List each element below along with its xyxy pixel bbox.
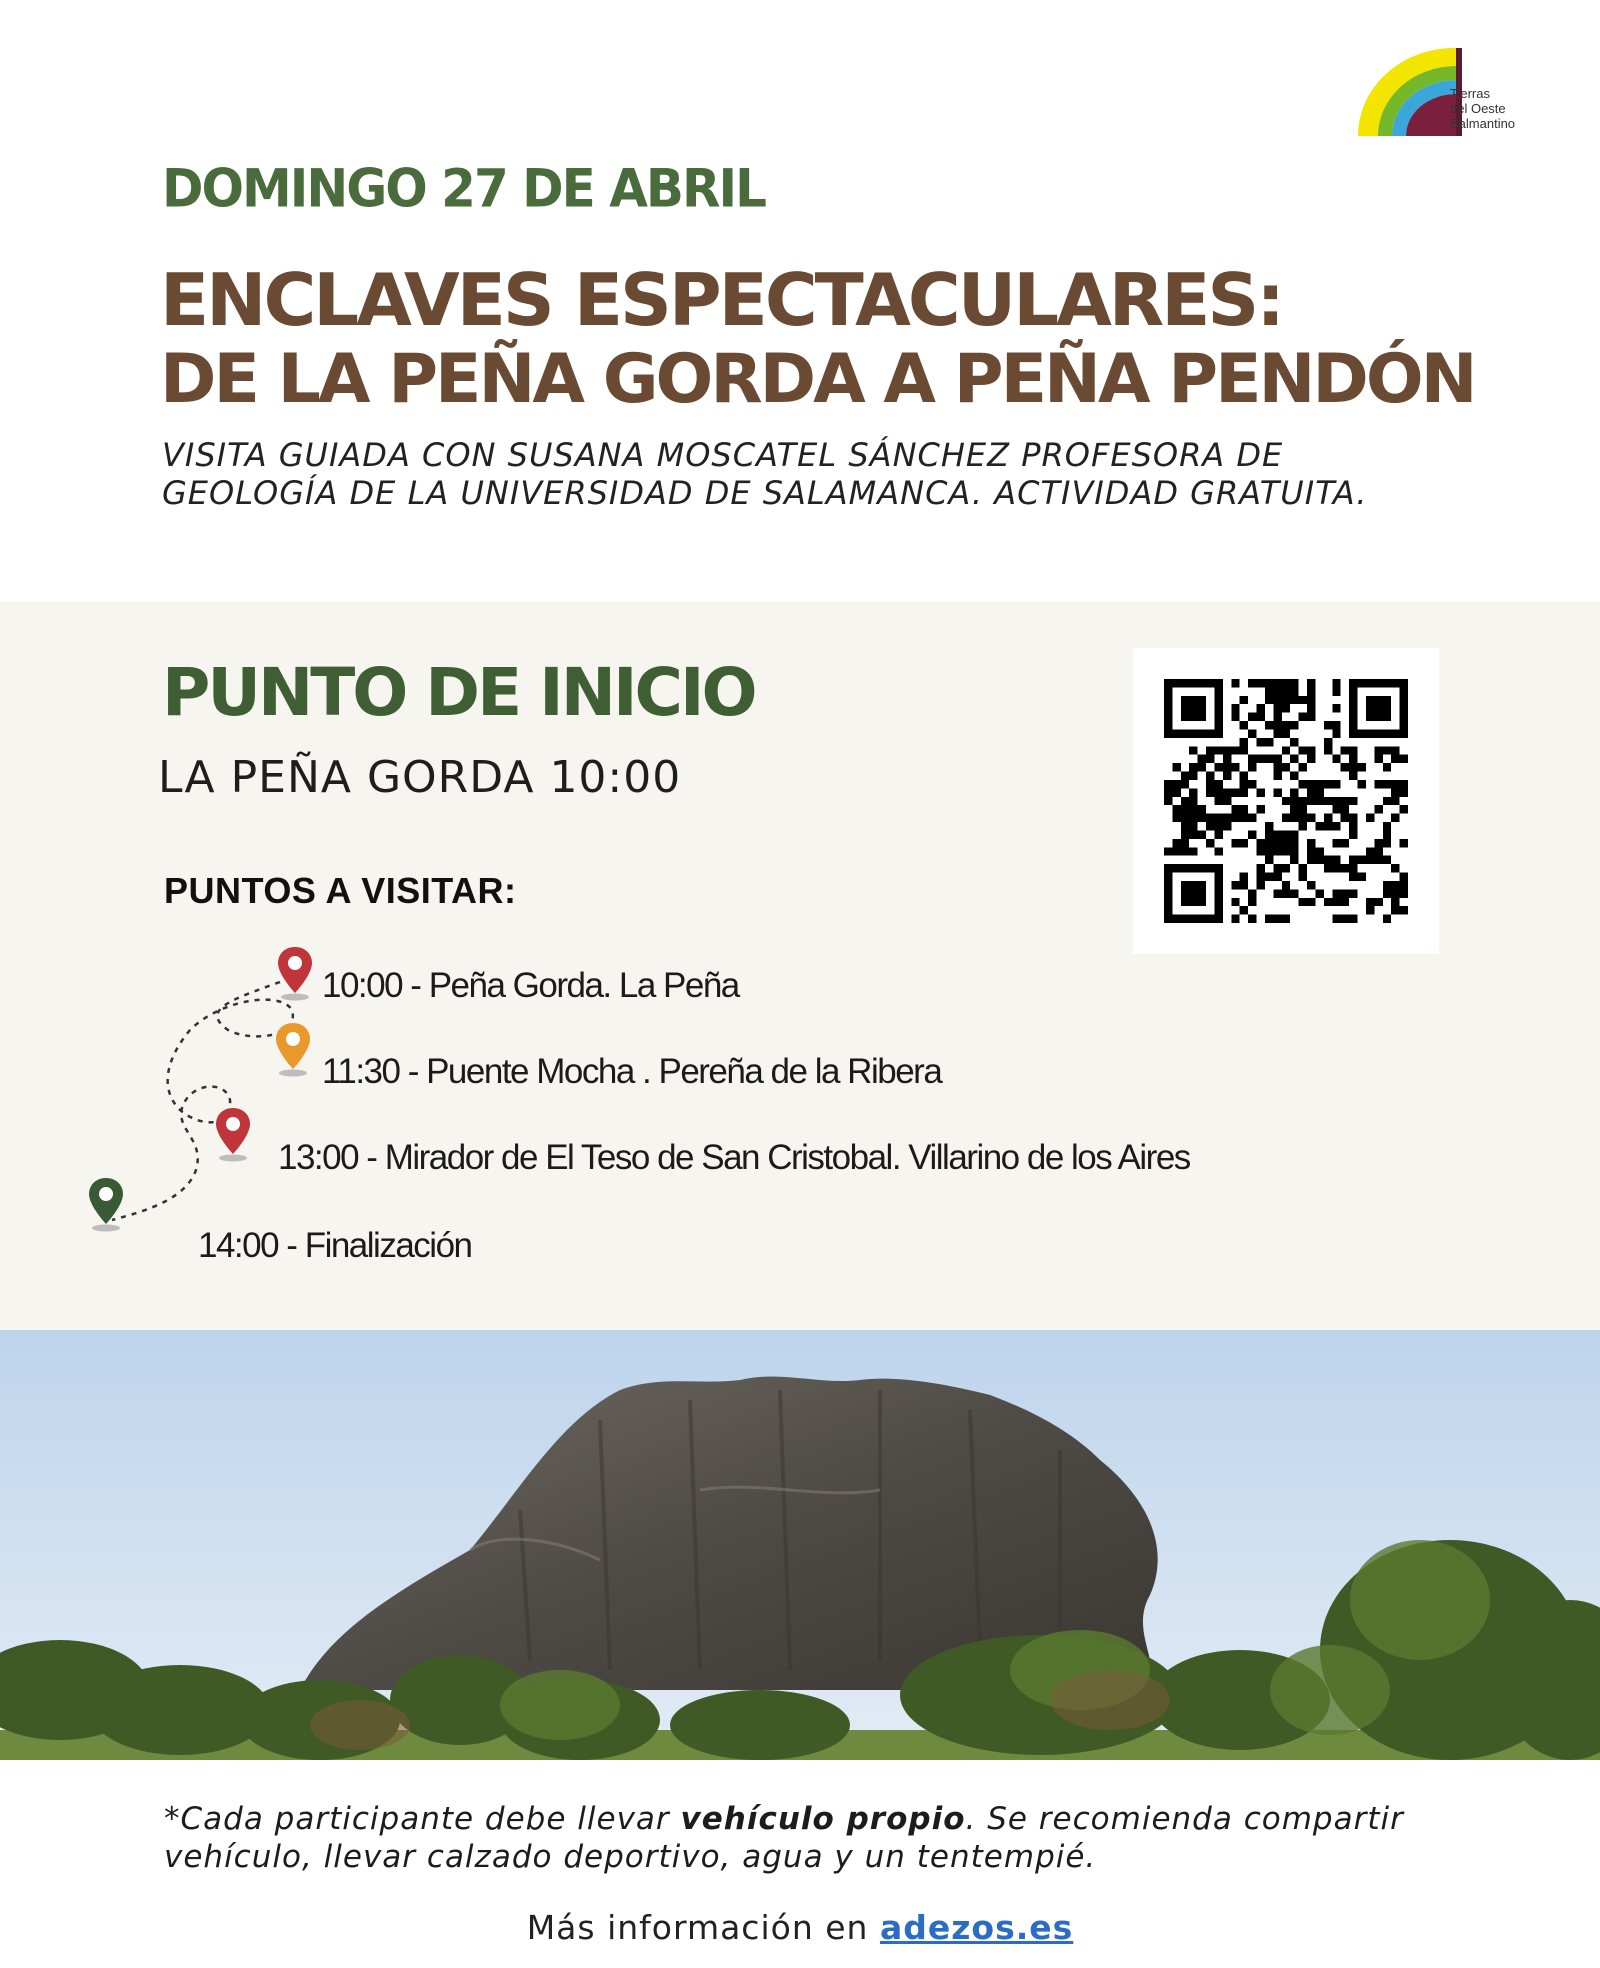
event-title-line-1: ENCLAVES ESPECTACULARES: xyxy=(160,258,1283,342)
note-suffix: . Se recomienda compartir vehículo, llevar calzado deportivo, agua y un tentempié. xyxy=(164,1801,1404,1875)
qr-code-container xyxy=(1133,648,1439,954)
subtitle-line: VISITA GUIADA CON SUSANA MOSCATEL SÁNCHEZ PROFESORA DE xyxy=(162,436,1284,474)
stop-1: 10:00 - Peña Gorda. La Peña xyxy=(322,966,739,1005)
map-pin-icon xyxy=(273,1021,313,1077)
more-info-link[interactable]: adezos.es xyxy=(879,1908,1074,1947)
participant-note xyxy=(164,1800,1504,1876)
map-pin-icon xyxy=(213,1106,253,1162)
subtitle-line: GEOLOGÍA DE LA UNIVERSIDAD DE SALAMANCA. ACTIVIDAD GRATUITA. xyxy=(162,474,1368,512)
event-subtitle xyxy=(162,436,1462,512)
map-pin-icon xyxy=(275,945,315,1001)
start-point-place: LA PEÑA GORDA 10:00 xyxy=(158,752,682,803)
note-bold: vehículo propio xyxy=(680,1801,966,1837)
stop-3: 13:00 - Mirador de El Teso de San Cristobal. Villarino de los Aires xyxy=(278,1138,1190,1177)
event-title-line-2: DE LA PEÑA GORDA A PEÑA PENDÓN xyxy=(160,340,1475,419)
more-info xyxy=(0,1908,1600,1947)
visit-points-heading: PUNTOS A VISITAR: xyxy=(164,870,517,911)
start-point-heading: PUNTO DE INICIO xyxy=(162,654,755,731)
qr-code xyxy=(1164,679,1408,923)
pena-gorda-photo xyxy=(0,1330,1600,1760)
map-pin-icon xyxy=(86,1176,126,1232)
stop-2: 11:30 - Puente Mocha . Pereña de la Ribera xyxy=(322,1052,942,1091)
logo-line: Salmantino xyxy=(1450,116,1516,131)
event-date: DOMINGO 27 DE ABRIL xyxy=(162,158,765,219)
logo-wordmark xyxy=(1450,86,1515,131)
logo-line: Tierras xyxy=(1450,86,1490,101)
stop-4: 14:00 - Finalización xyxy=(198,1226,472,1265)
note-prefix: *Cada participante debe llevar xyxy=(164,1801,681,1837)
logo-line: del Oeste xyxy=(1450,101,1506,116)
more-info-label: Más información en xyxy=(526,1908,880,1947)
